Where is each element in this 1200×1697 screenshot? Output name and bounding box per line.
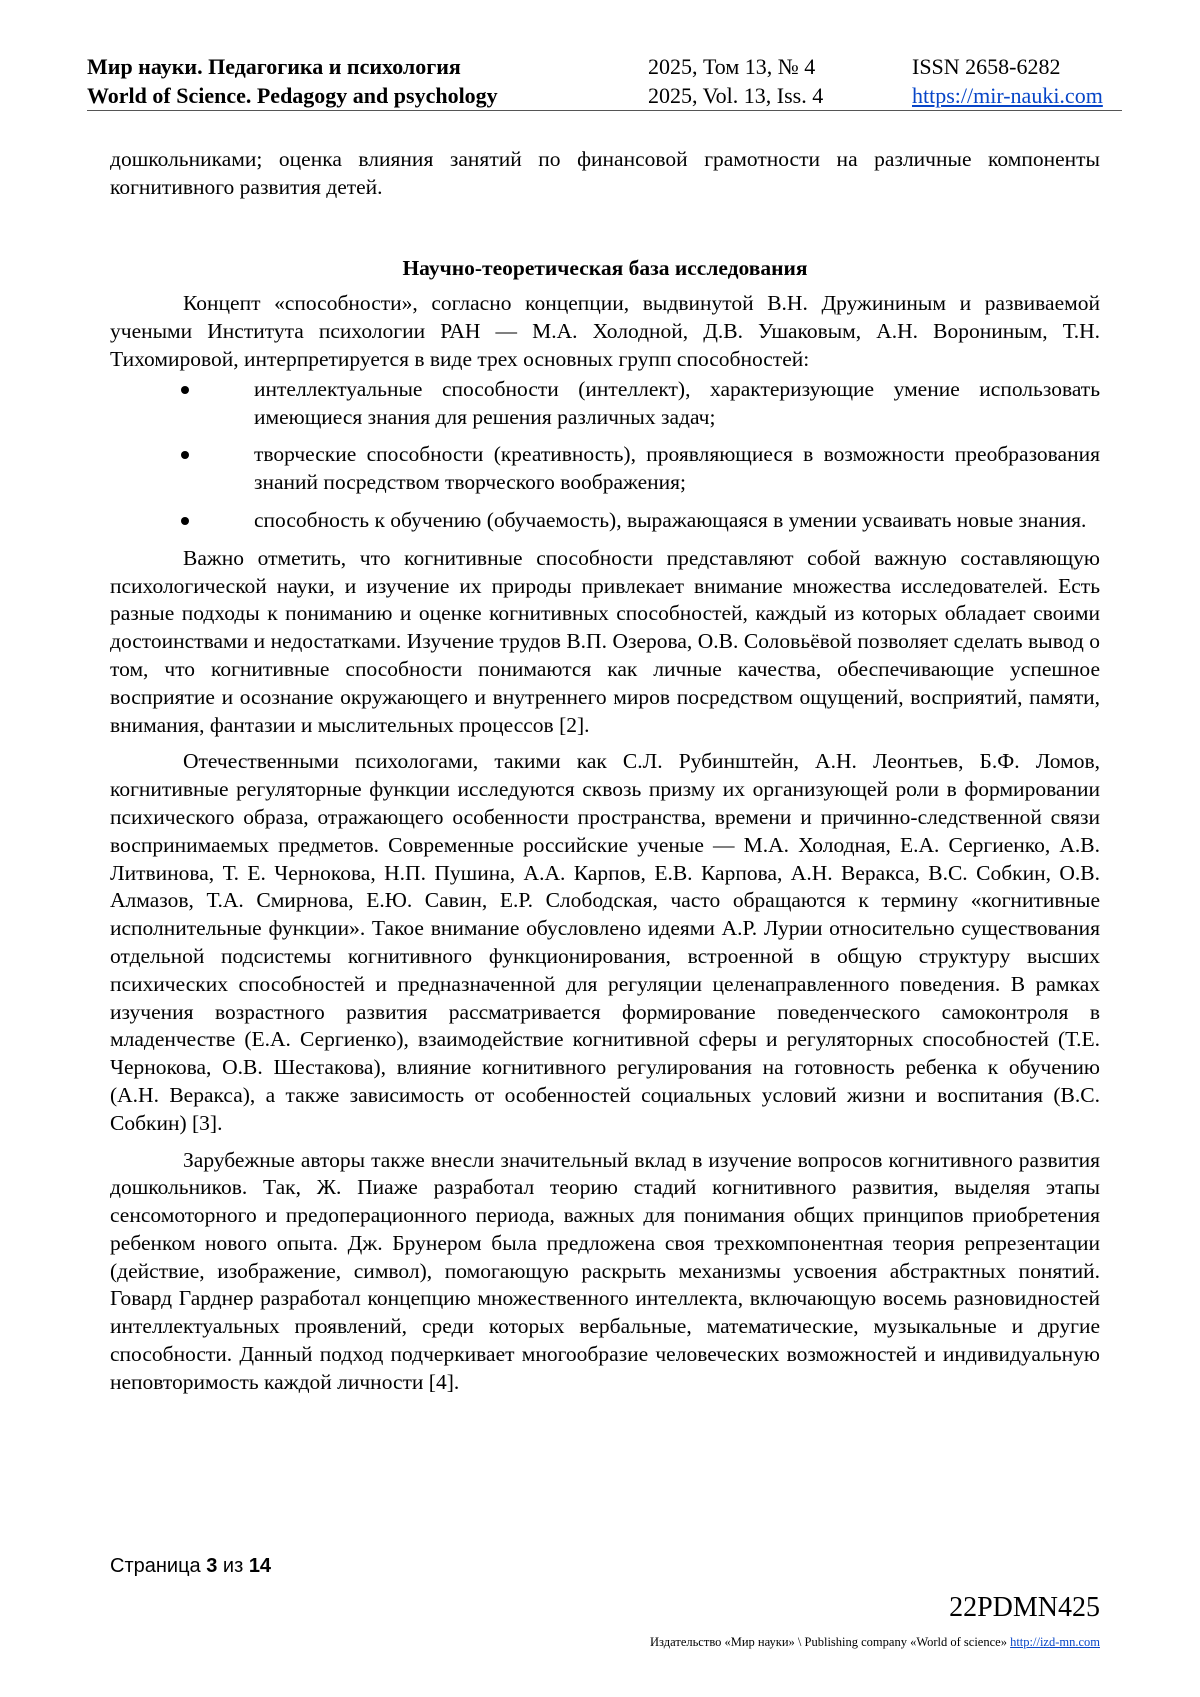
page-label: Страница [110, 1555, 201, 1577]
section-title: Научно-теоретическая база исследования [402, 255, 808, 280]
paragraph-4: Зарубежные авторы также внесли значительный вклад в изучение вопросов когнитивного развития дошкольников. Так, Ж. Пиаже разработал теорию стадий когнитивного развития, выделяя этапы сенсомоторного и предоперационного периода, важных для понимания общих принципов приобретения ребенком нового опыта. Дж. Брунером была предложена своя трехкомпонентная теория репрезентации (действие, изображение, символ), помогающую раскрыть механизмы усвоения абстрактных понятий. Говард Гарднер разработал концепцию множественного интеллекта, включающую восемь разновидностей интеллектуальных проявлений, среди которых вербальные, математические, музыкальные и другие способности. Данный подход подчеркивает многообразие человеческих возможностей и индивидуальную неповторимость каждой личности [4]. [110, 1147, 1100, 1394]
list-item [110, 507, 1100, 535]
journal-title [87, 52, 498, 110]
list-item-text: творческие способности (креативность), проявляющиеся в возможности преобразования знаний посредством творческого воображения; [254, 442, 1100, 495]
page-header [87, 52, 1122, 111]
list-item-text: интеллектуальные способности (интеллект), характеризующие умение использовать имеющиеся знания для решения различных задач; [254, 376, 1100, 429]
article-body [110, 146, 1100, 1397]
paragraph-3: Отечественными психологами, такими как С.Л. Рубинштейн, А.Н. Леонтьев, Б.Ф. Ломов, когнитивные регуляторные функции исследуются сквозь призму их организующей роли в формировании психического образа, отражающего особенности пространства, времени и причинно-следственной связи воспринимаемых предметов. Современные российские ученые — М.А. Холодная, Е.А. Сергиенко, А.В. Литвинова, Т. Е. Чернокова, Н.П. Пушина, А.А. Карпов, Е.В. Карпова, А.Н. Веракса, В.С. Собкин, О.В. Алмазов, Т.А. Смирнова, Е.Ю. Савин, Е.Р. Слободская, часто обращаются к термину «когнитивные исполнительные функции». Такое внимание обусловлено идеями А.Р. Лурии относительно существования отдельной подсистемы когнитивного функционирования, встроенной в общую структуру высших психических способностей и предназначенной для регуляции целенаправленного поведения. В рамках изучения возрастного развития рассматривается формирование поведенческого самоконтроля в младенчестве (Е.А. Сергиенко), взаимодействие когнитивной сферы и регуляторных способностей (Т.Е. Чернокова, О.В. Шестакова), влияние когнитивного регулирования на готовность ребенка к обучению (А.Н. Веракса), а также зависимость от особенностей социальных условий жизни и воспитания (В.С. Собкин) [3]. [110, 749, 1100, 1135]
issue-info-en: 2025, Vol. 13, Iss. 4 [648, 83, 824, 108]
issue-info [648, 52, 823, 110]
list-item [110, 376, 1100, 432]
page-of: из [222, 1555, 244, 1577]
issue-info-ru: 2025, Том 13, № 4 [648, 54, 816, 79]
issn: ISSN 2658-6282 [912, 54, 1061, 79]
paragraph-2: Важно отметить, что когнитивные способности представляют собой важную составляющую психологической науки, и изучение их природы привлекает внимание множества исследователей. Есть разные подходы к пониманию и оценке когнитивных способностей, каждый из которых обладает своими достоинствами и недостатками. Изучение трудов В.П. Озерова, О.В. Соловьёвой позволяет сделать вывод о том, что когнитивные способности понимаются как личные качества, обеспечивающие успешное восприятие и осознание окружающего и внутреннего миров посредством ощущений, восприятий, памяти, внимания, фантазии и мыслительных процессов [2]. [110, 545, 1100, 737]
bullet-icon [181, 451, 189, 459]
journal-title-ru: Мир науки. Педагогика и психология [87, 54, 461, 79]
list-item [110, 441, 1100, 497]
publisher-url-link[interactable]: http://izd-mn.com [1010, 1635, 1100, 1649]
journal-ids [912, 52, 1103, 110]
publisher-text: Издательство «Мир науки» \ Publishing company «World of science» [650, 1635, 1007, 1649]
journal-title-en: World of Science. Pedagogy and psychology [87, 83, 498, 108]
intro-paragraph: дошкольниками; оценка влияния занятий по финансовой грамотности на различные компоненты когнитивного развития детей. [110, 147, 1100, 199]
list-item-text: способность к обучению (обучаемость), выражающаяся в умении усваивать новые знания. [254, 507, 1087, 532]
page-number [110, 1555, 271, 1578]
article-code: 22PDMN425 [949, 1592, 1100, 1623]
journal-url-link[interactable]: https://mir-nauki.com [912, 83, 1103, 108]
page-total: 14 [248, 1555, 272, 1577]
abilities-list [110, 376, 1100, 535]
paragraph-1: Концепт «способности», согласно концепции, выдвинутой В.Н. Дружининым и развиваемой учеными Института психологии РАН — М.А. Холодной, Д.В. Ушаковым, А.Н. Ворониным, Т.Н. Тихомировой, интерпретируется в виде трех основных групп способностей: [110, 291, 1100, 371]
bullet-icon [181, 386, 189, 394]
page-current: 3 [206, 1555, 218, 1577]
bullet-icon [181, 517, 189, 525]
publisher-line [650, 1635, 1100, 1650]
